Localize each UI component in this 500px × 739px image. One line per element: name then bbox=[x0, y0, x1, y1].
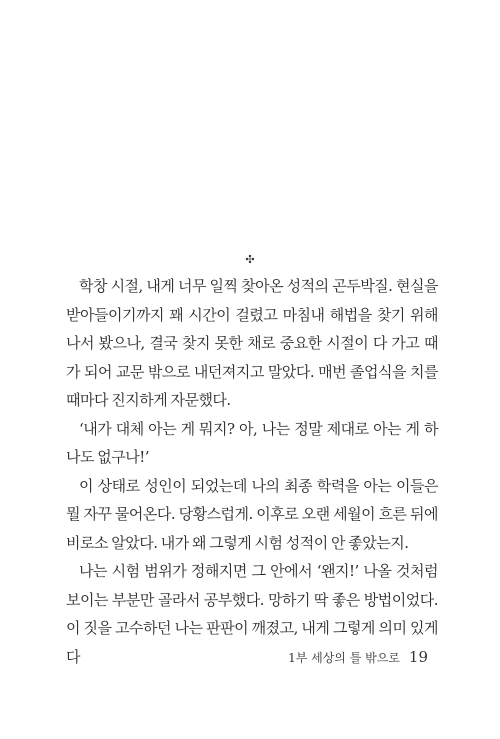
running-footer-section: 1부 세상의 틀 밖으로 bbox=[288, 651, 400, 665]
body-text bbox=[66, 272, 438, 671]
page-number: 19 bbox=[408, 648, 428, 666]
paragraph: 학창 시절, 내게 너무 일찍 찾아온 성적의 곤두박질. 현실을 받아들이기까지 꽤 시간이 걸렸고 마침내 해법을 찾기 위해 나서 봤으나, 결국 찾지 못한 채로 중요한 시절이 다 가고 때가 되어 교문 밖으로 내던져지고 말았다. 매번 졸업식을 치를 때마다 진지하게 자문했다. bbox=[66, 277, 438, 409]
paragraph: ‘내가 대체 아는 게 뭐지? 아, 나는 정말 제대로 아는 게 하나도 없구나!’ bbox=[66, 419, 438, 466]
paragraph: 이 상태로 성인이 되었는데 나의 최종 학력을 아는 이들은 뭘 자꾸 물어온다. 당황스럽게. 이후로 오랜 세월이 흐른 뒤에 비로소 알았다. 내가 왜 그렇게 시험 성적이 안 좋았는지. bbox=[66, 476, 438, 552]
page-footer bbox=[288, 648, 428, 666]
section-ornament: ✣ bbox=[245, 253, 255, 266]
paragraph: 나는 시험 범위가 정해지면 그 안에서 ‘왠지!’ 나올 것처럼 보이는 부분만 골라서 공부했다. 망하기 딱 좋은 방법이었다. 이 짓을 고수하던 나는 판판이 깨졌고, 내게 그렇게 의미 있게 다 bbox=[66, 562, 438, 666]
